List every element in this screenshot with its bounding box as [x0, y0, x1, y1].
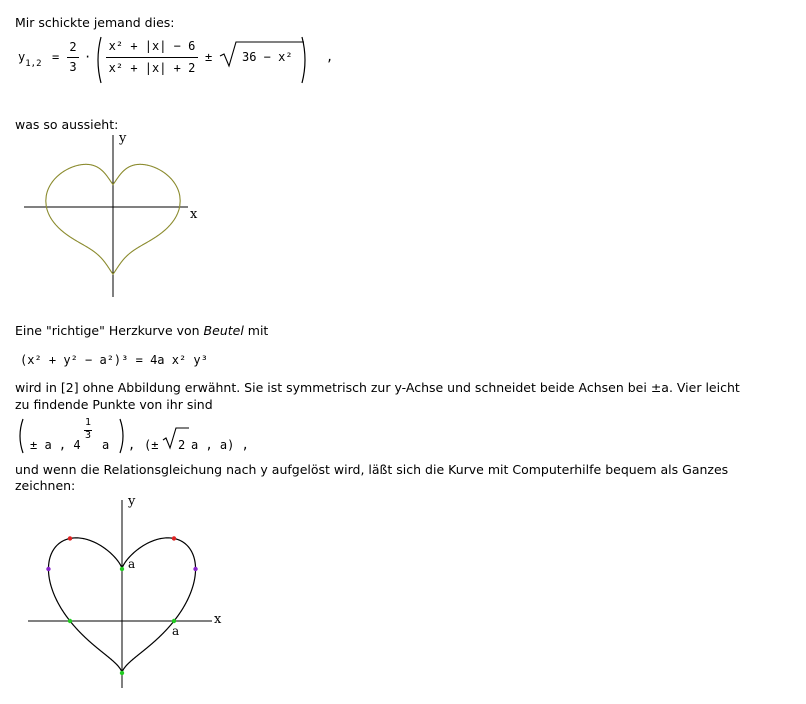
points-exp-den: 3	[85, 430, 92, 441]
formula2-eq: =	[135, 353, 143, 367]
plot2-pt-0-a	[120, 567, 124, 571]
para2-text: Eine "richtige" Herzkurve von Beutel mit	[15, 323, 269, 338]
plot1-x-label: x	[190, 207, 198, 222]
plot1-y-label: y	[119, 131, 127, 146]
plot2-a-label-top: a	[128, 557, 136, 571]
points-p2-open: (±	[144, 438, 159, 452]
plot2-pt-neg-a-k	[68, 536, 72, 540]
plot2-pt-0-neg-a	[120, 671, 124, 675]
formula2-rhs: 4a x² y³	[150, 353, 208, 367]
para4-line2: zeichnen:	[15, 478, 76, 493]
plot2-y-label: y	[128, 494, 136, 509]
looks-like-text: was so aussieht:	[15, 117, 119, 132]
plot2-pt-a-k	[172, 536, 176, 540]
formula1-pm: ±	[205, 50, 213, 64]
formula1-coef-num: 2	[69, 40, 77, 54]
plot2-pt-neg-a-0	[68, 619, 72, 623]
para3-line2: zu findende Punkte von ihr sind	[15, 397, 213, 412]
points-sep: ,	[128, 438, 136, 452]
points-p1: ± a , 4	[30, 438, 81, 452]
points-p1-a: a	[102, 438, 110, 452]
formula1-inner-den: x² + |x| + 2	[108, 61, 196, 75]
formula2-lhs: (x² + y² − a²)³	[20, 353, 129, 367]
plot2-x-label: x	[214, 612, 222, 627]
para4-line1: und wenn die Relationsgleichung nach y aufgelöst wird, läßt sich die Kurve mit Computerhilfe bequem als Ganzes	[15, 462, 729, 477]
formula1-root-content: 36 − x²	[242, 50, 293, 64]
plot2-pt-a-0	[172, 619, 176, 623]
points-exp-num: 1	[85, 417, 92, 428]
formula1-dot: ·	[84, 50, 92, 64]
formula1-lhs: $y_{1,2}$	[18, 50, 42, 69]
formula1-eq: =	[52, 50, 60, 64]
formula1-trailing: ,	[326, 50, 334, 64]
points-p2-rest: a , a) ,	[191, 438, 249, 452]
author-name: Beutel	[203, 323, 244, 338]
plot2-pt-neg-sqrt2-a	[46, 567, 50, 571]
formula1-inner-num: x² + |x| − 6	[108, 39, 196, 53]
plot2-a-label-right: a	[172, 624, 180, 638]
plot2-pt-sqrt2-a	[193, 567, 197, 571]
formula1-coef-den: 3	[69, 60, 77, 74]
points-root2: 2	[178, 438, 186, 452]
para3-line1: wird in [2] ohne Abbildung erwähnt. Sie ist symmetrisch zur y-Achse und schneidet beide Achsen bei ±a. Vier leicht	[15, 380, 740, 395]
intro-text: Mir schickte jemand dies:	[15, 15, 175, 30]
